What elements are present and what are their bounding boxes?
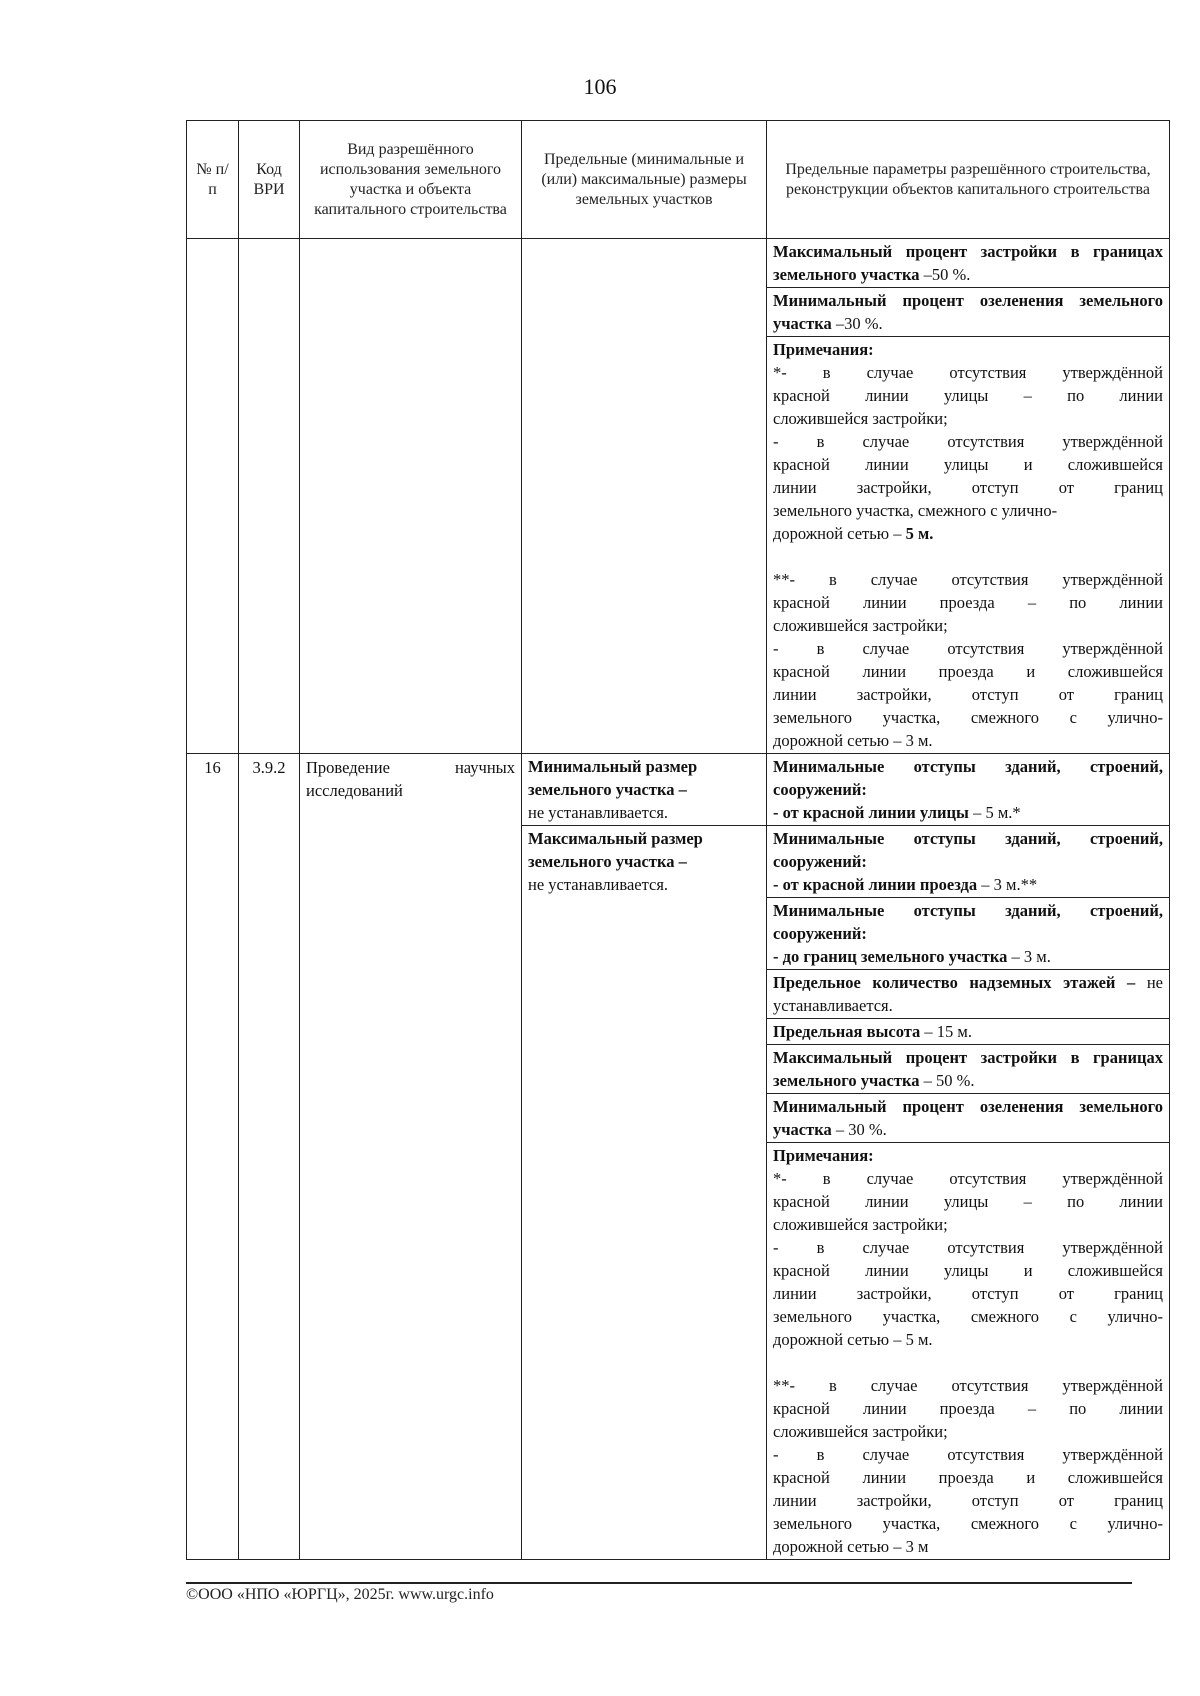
- note-line: - в случае отсутствия утверждённой: [773, 639, 1163, 658]
- cell-size: [522, 754, 767, 1559]
- note-line: дорожной сетью – 3 м.: [773, 731, 933, 750]
- header-code: Код ВРИ: [239, 121, 300, 238]
- note-line: дорожной сетью – 3 м: [773, 1537, 929, 1556]
- param-green-percent: Минимальный процент озеленения земельного участка –30 %.: [767, 288, 1169, 337]
- note-line: земельного участка, смежного с улично-: [773, 1514, 1163, 1533]
- cell-kind: [300, 239, 522, 753]
- note-line: **- в случае отсутствия утверждённой: [773, 570, 1163, 589]
- note-line: красной линии улицы – по линии: [773, 1192, 1163, 1211]
- note-line: сложившейся застройки;: [773, 1422, 948, 1441]
- notes-title: Примечания:: [773, 340, 874, 359]
- note-line: *- в случае отсутствия утверждённой: [773, 1169, 1163, 1188]
- note-line: линии застройки, отступ от границ: [773, 478, 1163, 497]
- note-line: красной линии улицы и сложившейся: [773, 455, 1163, 474]
- param-build-percent: Максимальный процент застройки в границах земельного участка –50 %.: [767, 239, 1169, 288]
- note-line: дорожной сетью – 5 м.: [773, 1330, 933, 1349]
- table-row-16: [187, 754, 1169, 1559]
- param-offset-driveway: Минимальные отступы зданий, строений, сооружений: - от красной линии проезда – 3 м.**: [767, 826, 1169, 898]
- note-line: - в случае отсутствия утверждённой: [773, 1445, 1163, 1464]
- note-line: сложившейся застройки;: [773, 409, 948, 428]
- notes-title: Примечания:: [773, 1146, 874, 1165]
- footer-copyright: ©ООО «НПО «ЮРГЦ», 2025г. www.urgc.info: [186, 1586, 494, 1603]
- note-line: земельного участка, смежного с улично-: [773, 501, 1058, 520]
- size-max: Максимальный размер земельного участка – не устанавливается.: [528, 829, 703, 894]
- note-line: земельного участка, смежного с улично-: [773, 1307, 1163, 1326]
- cell-num: 16: [187, 754, 239, 1559]
- footer-divider: [186, 1582, 1132, 1584]
- note-line: **- в случае отсутствия утверждённой: [773, 1376, 1163, 1395]
- cell-size: [522, 239, 767, 753]
- note-line: сложившейся застройки;: [773, 616, 948, 635]
- notes: [767, 1143, 1169, 1559]
- cell-num: [187, 239, 239, 753]
- note-line: линии застройки, отступ от границ: [773, 1284, 1163, 1303]
- note-line: - в случае отсутствия утверждённой: [773, 432, 1163, 451]
- cell-code: 3.9.2: [239, 754, 300, 1559]
- note-line: сложившейся застройки;: [773, 1215, 948, 1234]
- note-line: земельного участка, смежного с улично-: [773, 708, 1163, 727]
- param-height: Предельная высота – 15 м.: [767, 1019, 1169, 1045]
- param-green-percent: Минимальный процент озеленения земельного участка – 30 %.: [767, 1094, 1169, 1143]
- table-row-continuation: [187, 239, 1169, 754]
- note-line: красной линии проезда и сложившейся: [773, 1468, 1163, 1487]
- cell-params: [767, 239, 1169, 753]
- cell-code: [239, 239, 300, 753]
- note-line: дорожной сетью – 5 м.: [773, 524, 934, 543]
- note-line: красной линии проезда – по линии: [773, 1399, 1163, 1418]
- param-build-percent: Максимальный процент застройки в границах земельного участка – 50 %.: [767, 1045, 1169, 1094]
- param-offset-boundary: Минимальные отступы зданий, строений, сооружений: - до границ земельного участка – 3 м.: [767, 898, 1169, 970]
- size-min: Минимальный размер земельного участка – не устанавливается.: [522, 754, 766, 826]
- note-line: красной линии улицы и сложившейся: [773, 1261, 1163, 1280]
- note-line: - в случае отсутствия утверждённой: [773, 1238, 1163, 1257]
- note-line: линии застройки, отступ от границ: [773, 685, 1163, 704]
- header-kind: Вид разрешённого использования земельного участка и объекта капитального строительства: [300, 121, 522, 238]
- note-line: красной линии проезда и сложившейся: [773, 662, 1163, 681]
- regulations-table: [186, 120, 1170, 1560]
- cell-kind: Проведение научных исследований: [300, 754, 522, 1559]
- note-line: *- в случае отсутствия утверждённой: [773, 363, 1163, 382]
- table-header: [187, 121, 1169, 239]
- param-floors: Предельное количество надземных этажей – не устанавливается.: [767, 970, 1169, 1019]
- param-offset-street: Минимальные отступы зданий, строений, сооружений: - от красной линии улицы – 5 м.*: [767, 754, 1169, 826]
- header-num: № п/п: [187, 121, 239, 238]
- cell-params: [767, 754, 1169, 1559]
- header-size: Предельные (минимальные и (или) максимальные) размеры земельных участков: [522, 121, 767, 238]
- notes: [767, 337, 1169, 753]
- page-number: 106: [583, 74, 617, 99]
- header-params: Предельные параметры разрешённого строительства, реконструкции объектов капитального строительства: [785, 160, 1151, 198]
- note-line: красной линии улицы – по линии: [773, 386, 1163, 405]
- note-line: красной линии проезда – по линии: [773, 593, 1163, 612]
- note-line: линии застройки, отступ от границ: [773, 1491, 1163, 1510]
